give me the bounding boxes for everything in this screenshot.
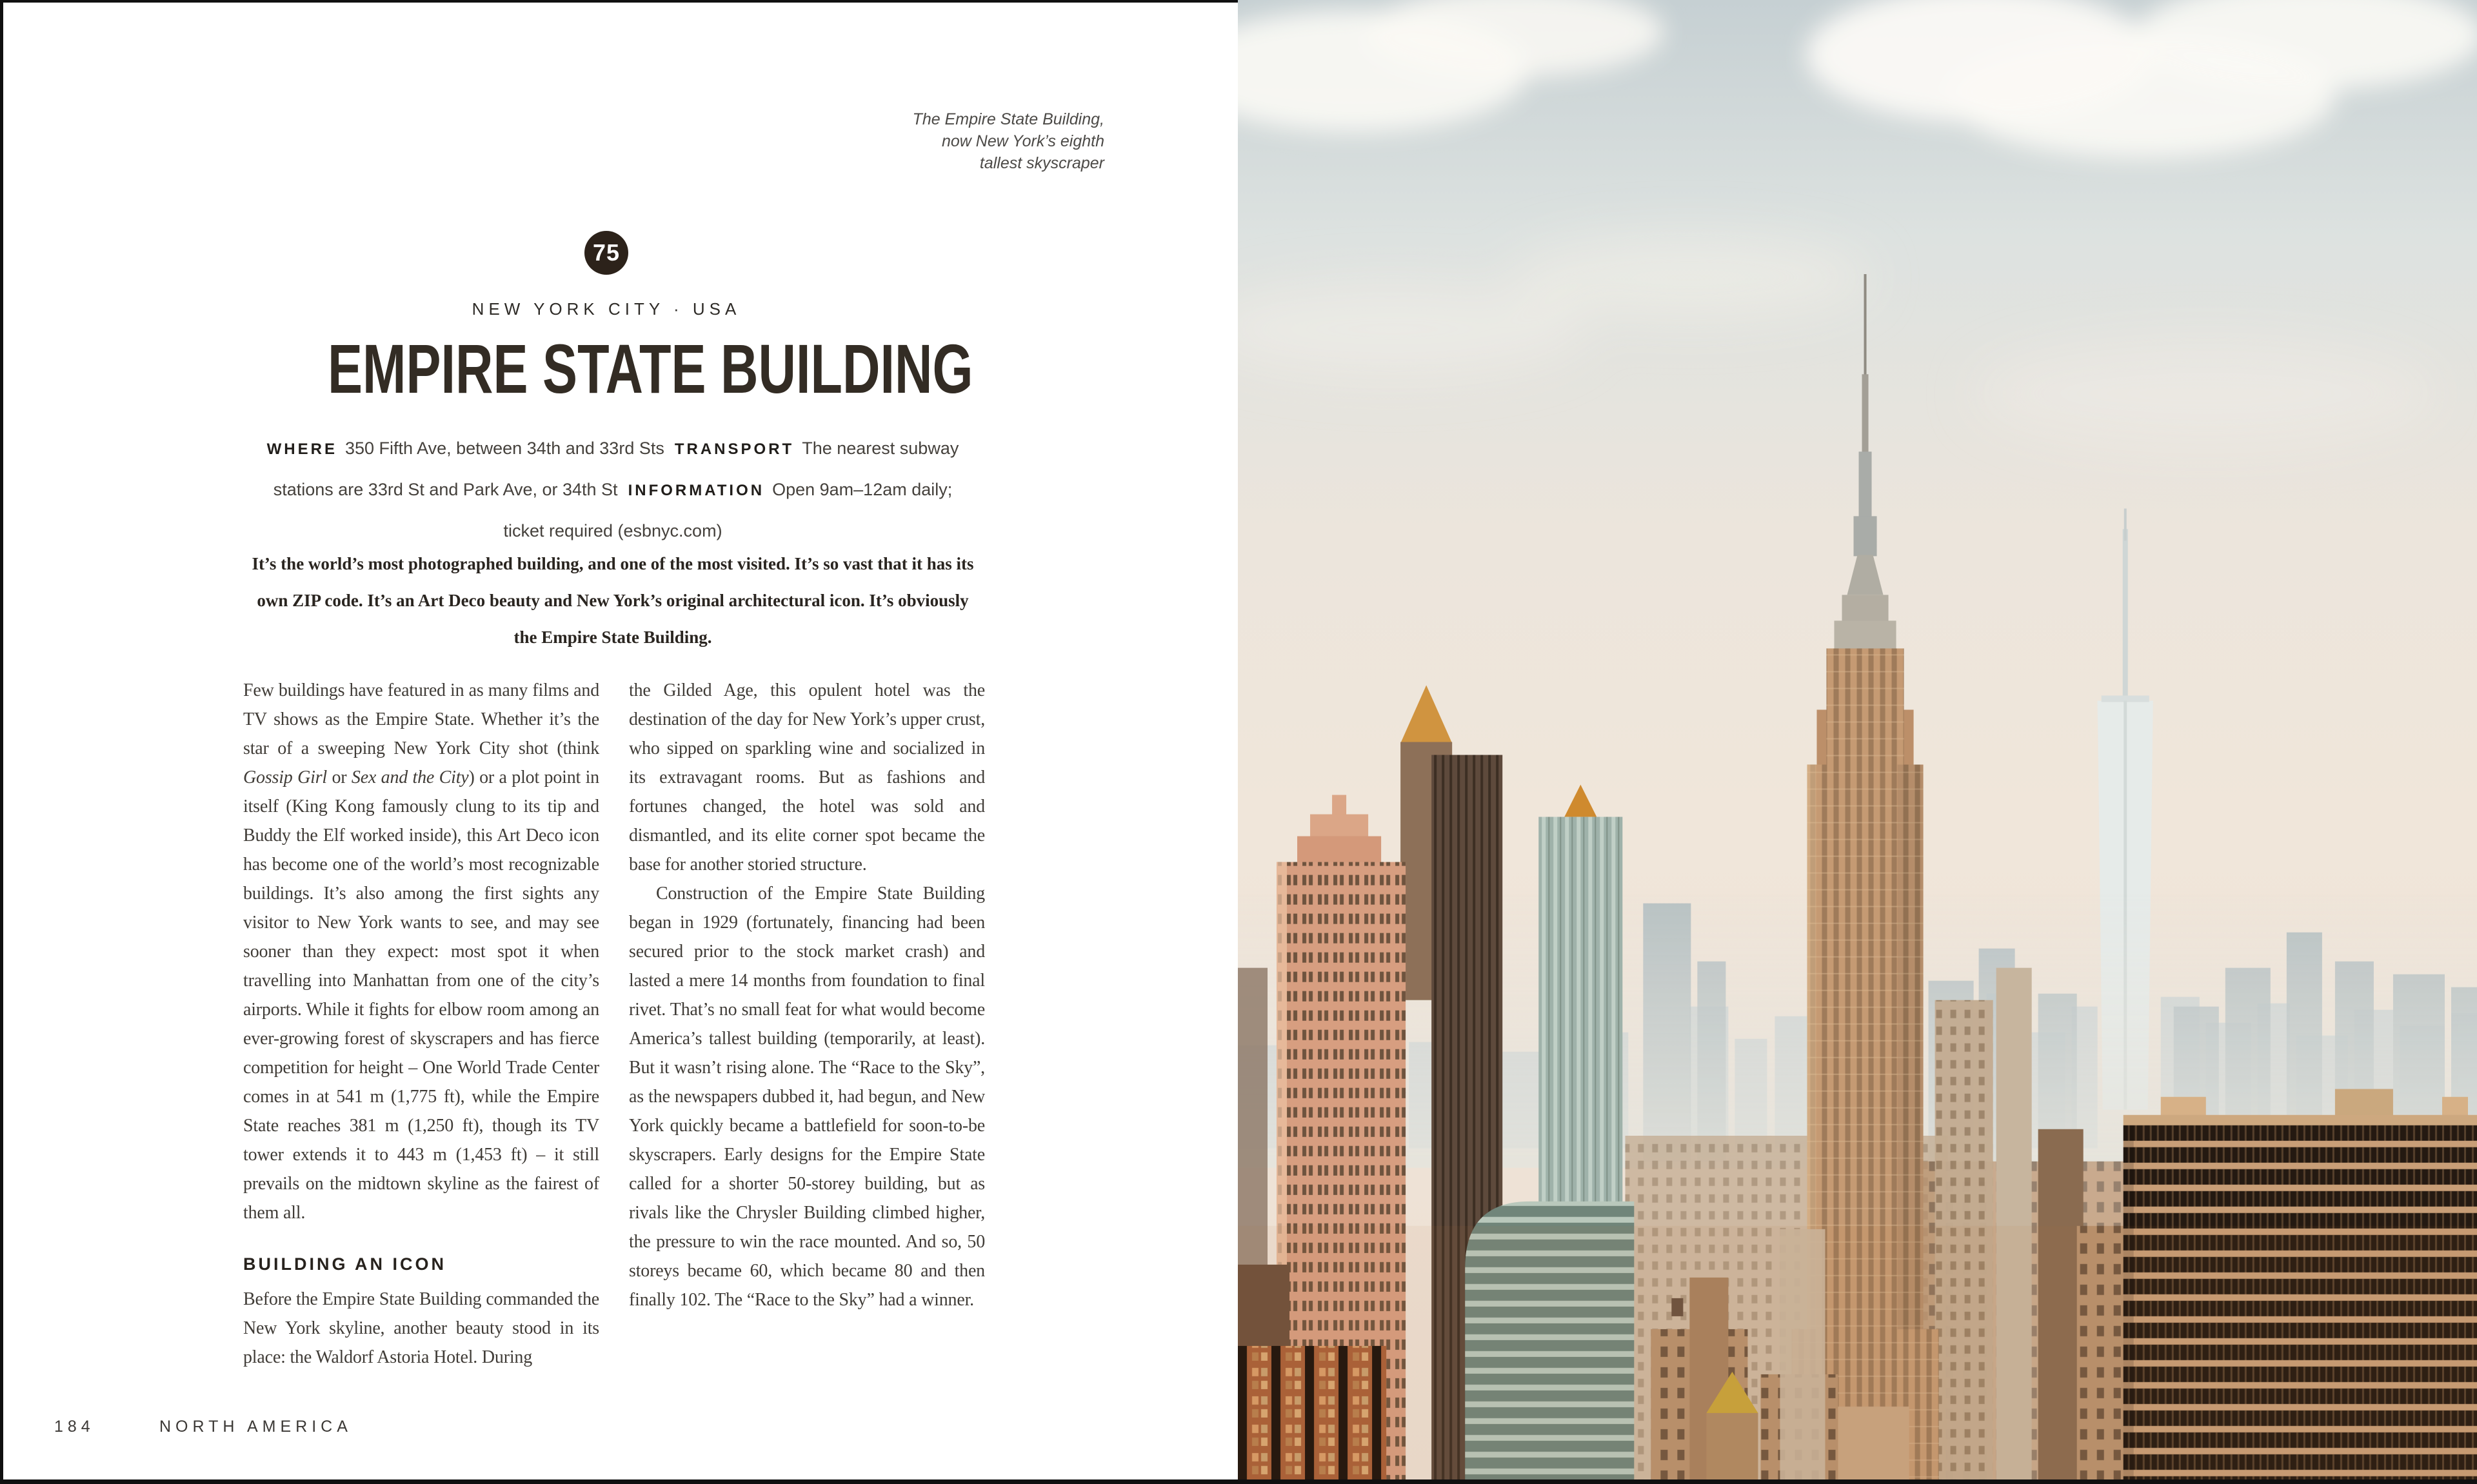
photo-caption: The Empire State Building, now New York’s eighth tallest skyscraper [912,110,1104,172]
page-number: 184 [54,1418,95,1436]
body-paragraph-4: Construction of the Empire State Building began in 1929 (fortunately, financing had been secured prior to the stock market crash) and lasted a mere 14 months from foundation to final rivet. That’s no small feat for what would become America’s tallest building (temporarily, at least). But it wasn’t rising alone. The “Race to the Sky”, as the newspapers dubbed it, had begun, and New York quickly became a battlefield for soon-to-be skyscrapers. Early designs for the Empire State called for a shorter 50-storey building, but as rivals like the Chrysler Building climbed higher, the pressure to win the race mounted. And so, 50 storeys became 60, which became 80 and then finally 102. The “Race to the Sky” had a winner. [629,884,985,1310]
page-edge-left [0,0,3,1484]
page-edge-bottom [0,1479,2477,1484]
info-value-information: Open 9am–12am daily; ticket required (esbnyc.com) [503,480,953,540]
body-text-segment: Few buildings have featured in as many films and TV shows as the Empire State. Whether it’s the star of a sweeping New York City shot (think [243,680,599,758]
body-paragraph-3: the Gilded Age, this opulent hotel was the destination of the day for New York’s upper crust, who sipped on sparkling wine and socialized in its extravagant rooms. But as fashions and fortunes changed, the hotel was sold and dismantled, and its elite corner spot became the base for another storied structure. [629,680,985,875]
warm-tint-overlay [1238,1226,2477,1484]
page-footer [0,1418,1238,1443]
body-column-2 [629,676,985,1314]
empire-state-photo [1238,0,2477,1484]
info-label-information: INFORMATION [628,482,765,499]
info-value-transport: The nearest subway stations are 33rd St and Park Ave, or 34th St [273,439,959,499]
section-heading: BUILDING AN ICON [243,1254,446,1274]
info-value-where: 350 Fifth Ave, between 34th and 33rd Sts [345,439,664,458]
body-text-segment: ) or a plot point in itself (King Kong famously clung to its tip and Buddy the Elf worked inside), this Art Deco icon has become one of the world’s most recognizable buildings. It’s also among the first sights any visitor to New York wants to see, and may see sooner than they expect: most spot it when travelling into Manhattan from one of the city’s airports. While it fights for elbow room among an ever-growing forest of skyscrapers and has fierce competition for height – One World Trade Center comes in at 541 m (1,775 ft), while the Empire State reaches 381 m (1,250 ft), though its TV tower extends it to 443 m (1,453 ft) – it still prevails on the midtown skyline as the fairest of them all. [243,767,599,1223]
entry-number-badge [584,231,628,275]
body-paragraph-1 [243,676,599,1227]
entry-location: NEW YORK CITY · USA [472,299,741,319]
entry-intro: It’s the world’s most photographed building, and one of the most visited. It’s so vast that it has its own ZIP code. It’s an Art Deco beauty and New York’s original architectural icon. It’s obviously the Empire State Building. [252,554,974,647]
body-column-1 [243,676,599,1372]
info-label-where: WHERE [266,440,337,458]
body-paragraph-2: Before the Empire State Building commanded the New York skyline, another beauty stood in its place: the Waldorf Astoria Hotel. During [243,1289,599,1367]
entry-info-block [252,428,974,551]
entry-number: 75 [592,239,621,266]
entry-title: EMPIRE STATE BUILDING [328,330,973,408]
body-text-italic: Sex and the City [351,767,469,787]
body-text-segment: or [326,767,352,787]
page-edge-top [0,0,1238,3]
info-label-transport: TRANSPORT [674,440,795,458]
body-text-italic: Gossip Girl [243,767,327,787]
section-name: NORTH AMERICA [159,1418,352,1436]
